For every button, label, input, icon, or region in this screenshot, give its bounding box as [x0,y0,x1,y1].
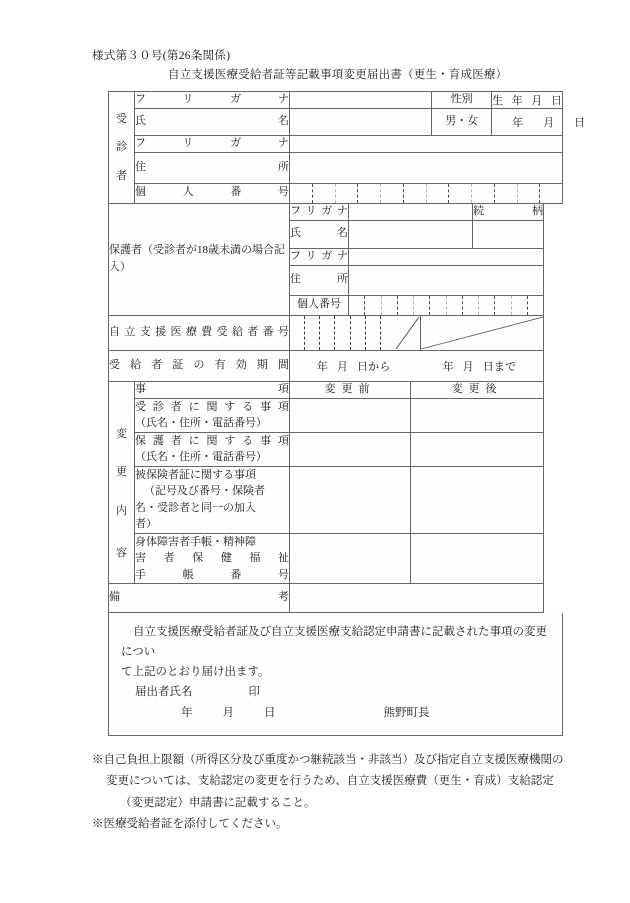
patient-address-label: 住所 [135,152,290,183]
declaration-date-day[interactable]: 日 [264,706,276,719]
validity-period-row [109,350,563,381]
guardian-relationship-field[interactable] [473,220,544,248]
recipient-digit-cell[interactable] [366,316,381,350]
remarks-row [109,584,563,613]
dob-value[interactable] [492,109,586,136]
recipient-number-row [109,315,563,350]
change-row-insurance [109,466,563,533]
patient-address-furigana-field[interactable] [290,136,563,153]
mynumber-cell[interactable] [472,184,495,203]
change-vertical-char-4: 容 [116,546,127,559]
guardian-address-label: 住所 [290,265,349,295]
change-vertical-char-3: 内 [116,504,127,517]
change-after-insurance[interactable] [411,466,544,533]
validity-period-label: 受給者証の有効期間 [109,350,290,381]
mynumber-cell[interactable] [449,184,472,203]
gender-header: 性別 [432,92,492,109]
patient-address-furigana-row [109,136,563,153]
seal-label[interactable]: 印 [248,686,260,699]
recipient-digit-cell[interactable] [381,316,395,350]
change-vertical-char-1: 変 [116,428,127,441]
mynumber-cell[interactable] [463,296,479,315]
change-item-handbook-line2: 害者保健福祉 [135,552,290,565]
mynumber-cell[interactable] [495,184,518,203]
change-before-patient[interactable] [290,398,411,432]
change-item-guardian-line2: （氏名・住所・電話番号） [135,451,267,464]
period-from-year: 年 [316,360,329,373]
patient-address-row [109,152,563,183]
recipient-digit-cell[interactable] [351,316,366,350]
recipient-digit-cell[interactable] [335,316,350,350]
remarks-field[interactable] [290,584,544,613]
recipient-digit-cell[interactable] [320,316,335,350]
mynumber-cell[interactable] [414,296,430,315]
guardian-furigana-field[interactable] [349,203,473,220]
footnote-1: ※自己負担上限額（所得区分及び重度かつ継続該当・非該当）及び指定自立支援医療機関の [92,754,564,766]
patient-name-label: 氏名 [135,109,290,136]
document-title: 自立支援医療受給者証等記載事項変更届出書（更生・育成医療） [168,69,508,81]
form-number: 様式第３０号(第26条関係) [92,50,231,62]
mynumber-cell[interactable] [381,184,404,203]
gender-value[interactable]: 男・女 [432,109,492,136]
period-to-day: 日まで [482,360,517,373]
guardian-mynumber-field[interactable] [349,295,544,315]
guardian-label: 保護者（受診者が18歳未満の場合記入） [109,203,290,315]
mynumber-cell[interactable] [336,184,359,203]
patient-furigana-label: フリガナ [135,92,290,109]
column-header-before-text: 変更前 [324,382,376,395]
change-row-guardian [109,432,563,466]
applicant-signature-row [121,682,550,702]
column-header-after-text: 変更後 [451,382,503,395]
period-to [443,361,517,373]
column-header-after [411,381,544,398]
column-header-before [290,381,411,398]
change-item-guardian [135,432,290,466]
mynumber-cell[interactable] [518,184,541,203]
patient-mynumber-row [109,183,563,203]
mynumber-cell[interactable] [398,296,414,315]
declaration-block [108,613,563,736]
change-item-guardian-line1: 保護者に関する事項 [135,434,290,447]
change-item-handbook-line3: 手帳番号 [135,568,290,581]
declaration-date-row [121,703,550,723]
addressee: 熊野町長 [383,706,430,719]
change-row-patient [109,398,563,432]
mynumber-cell[interactable] [447,296,463,315]
patient-furigana-field[interactable] [290,92,432,109]
declaration-line2: て上記のとおり届け出ます。 [121,666,270,679]
change-item-handbook-line1: 身体障害者手帳・精神障 [135,535,256,548]
change-item-insurance [135,466,290,533]
recipient-void-area [421,316,543,350]
mynumber-cell[interactable] [495,296,511,315]
guardian-address-furigana-label: フリガナ [290,248,349,265]
patient-vertical-char-1: 受 [116,113,127,126]
recipient-digit-cell[interactable] [305,316,320,350]
guardian-name-field[interactable] [349,220,473,248]
change-after-handbook[interactable] [411,533,544,584]
patient-furigana-row [109,92,563,109]
guardian-address-furigana-field[interactable] [349,248,544,265]
change-vertical-char-2: 更 [116,466,127,479]
mynumber-cell[interactable] [528,296,543,315]
guardian-name-label: 氏名 [290,220,349,248]
mynumber-cell[interactable] [404,184,427,203]
dob-header: 生年月日 [492,92,563,109]
recipient-slash-cell [395,316,421,350]
change-item-patient-line1: 受診者に関する事項 [135,400,290,413]
change-before-handbook[interactable] [290,533,411,584]
dob-month: 月 [543,117,555,129]
change-row-handbook [109,533,563,584]
change-item-insurance-line1: 被保険者証に関する事項 [135,468,256,481]
mynumber-cell[interactable] [540,184,562,203]
guardian-address-field[interactable] [349,265,544,295]
period-from-month: 月 [336,360,349,373]
diagonal-strike-short-icon [395,316,420,350]
guardian-furigana-row [109,203,563,220]
main-form-table [108,91,586,613]
period-from [317,361,391,373]
guardian-relationship-label: 続柄 [473,203,544,220]
change-item-handbook [135,533,290,584]
footnote-1-cont-2: （変更認定）申請書に記載すること。 [120,796,316,809]
mynumber-cell[interactable] [430,296,446,315]
mynumber-cell[interactable] [290,184,313,203]
mynumber-cell[interactable] [479,296,495,315]
recipient-digit-cell[interactable] [290,316,305,350]
recipient-number-field[interactable] [290,315,544,350]
change-item-insurance-line3: 名・受診者と同一の加入 [135,501,256,514]
change-content-vertical-label [109,381,135,583]
period-to-month: 月 [462,360,474,373]
change-item-insurance-line4: 者） [135,518,157,531]
dob-day: 日 [574,117,586,129]
mynumber-cell[interactable] [358,184,381,203]
declaration-date-month[interactable]: 月 [222,706,234,719]
remarks-label: 備考 [109,584,290,613]
footnotes [92,750,572,835]
column-header-item: 事項 [135,381,290,398]
patient-vertical-char-3: 者 [116,169,127,182]
recipient-number-label: 自立支援医療費受給者番号 [109,315,290,350]
patient-vertical-char-2: 診 [116,141,127,154]
patient-address-field[interactable] [290,152,563,183]
change-after-guardian[interactable] [411,432,544,466]
applicant-label: 届出者氏名 [135,686,193,699]
mynumber-cell[interactable] [365,296,381,315]
patient-name-field[interactable] [290,109,432,136]
validity-period-field[interactable] [290,350,544,381]
change-after-patient[interactable] [411,398,544,432]
mynumber-cell[interactable] [427,184,450,203]
guardian-mynumber-label: 個人番号 [290,295,349,315]
patient-address-furigana-label: フリガナ [135,136,290,153]
change-item-insurance-line2: （記号及び番号・保険者 [144,485,265,498]
change-item-patient-line2: （氏名・住所・電話番号） [135,417,267,430]
mynumber-cell[interactable] [349,296,365,315]
mynumber-cell[interactable] [313,184,336,203]
mynumber-cell[interactable] [382,296,398,315]
footnote-2: ※医療受給者証を添付してください。 [92,817,288,830]
footnote-1-cont-1: 変更については、支給認定の変更を行うため、自立支援医療費（更生・育成）支給認定 [106,775,554,788]
diagonal-strike-long-icon [421,316,543,350]
dob-year: 年 [512,117,524,129]
declaration-line1: 自立支援医療受給者証及び自立支援医療支給認定申請書に記載された事項の変更につい [121,626,547,659]
mynumber-cell[interactable] [512,296,528,315]
period-from-day: 日から [356,360,391,373]
declaration-date-year[interactable]: 年 [181,706,193,719]
change-before-guardian[interactable] [290,432,411,466]
change-item-patient [135,398,290,432]
change-before-insurance[interactable] [290,466,411,533]
patient-vertical-label [109,92,135,204]
guardian-furigana-label: フリガナ [290,203,349,220]
patient-mynumber-label: 個人番号 [135,183,290,203]
patient-name-row [109,109,563,136]
change-content-header-row [109,381,563,398]
patient-mynumber-field[interactable] [290,183,563,203]
period-to-year: 年 [442,360,454,373]
